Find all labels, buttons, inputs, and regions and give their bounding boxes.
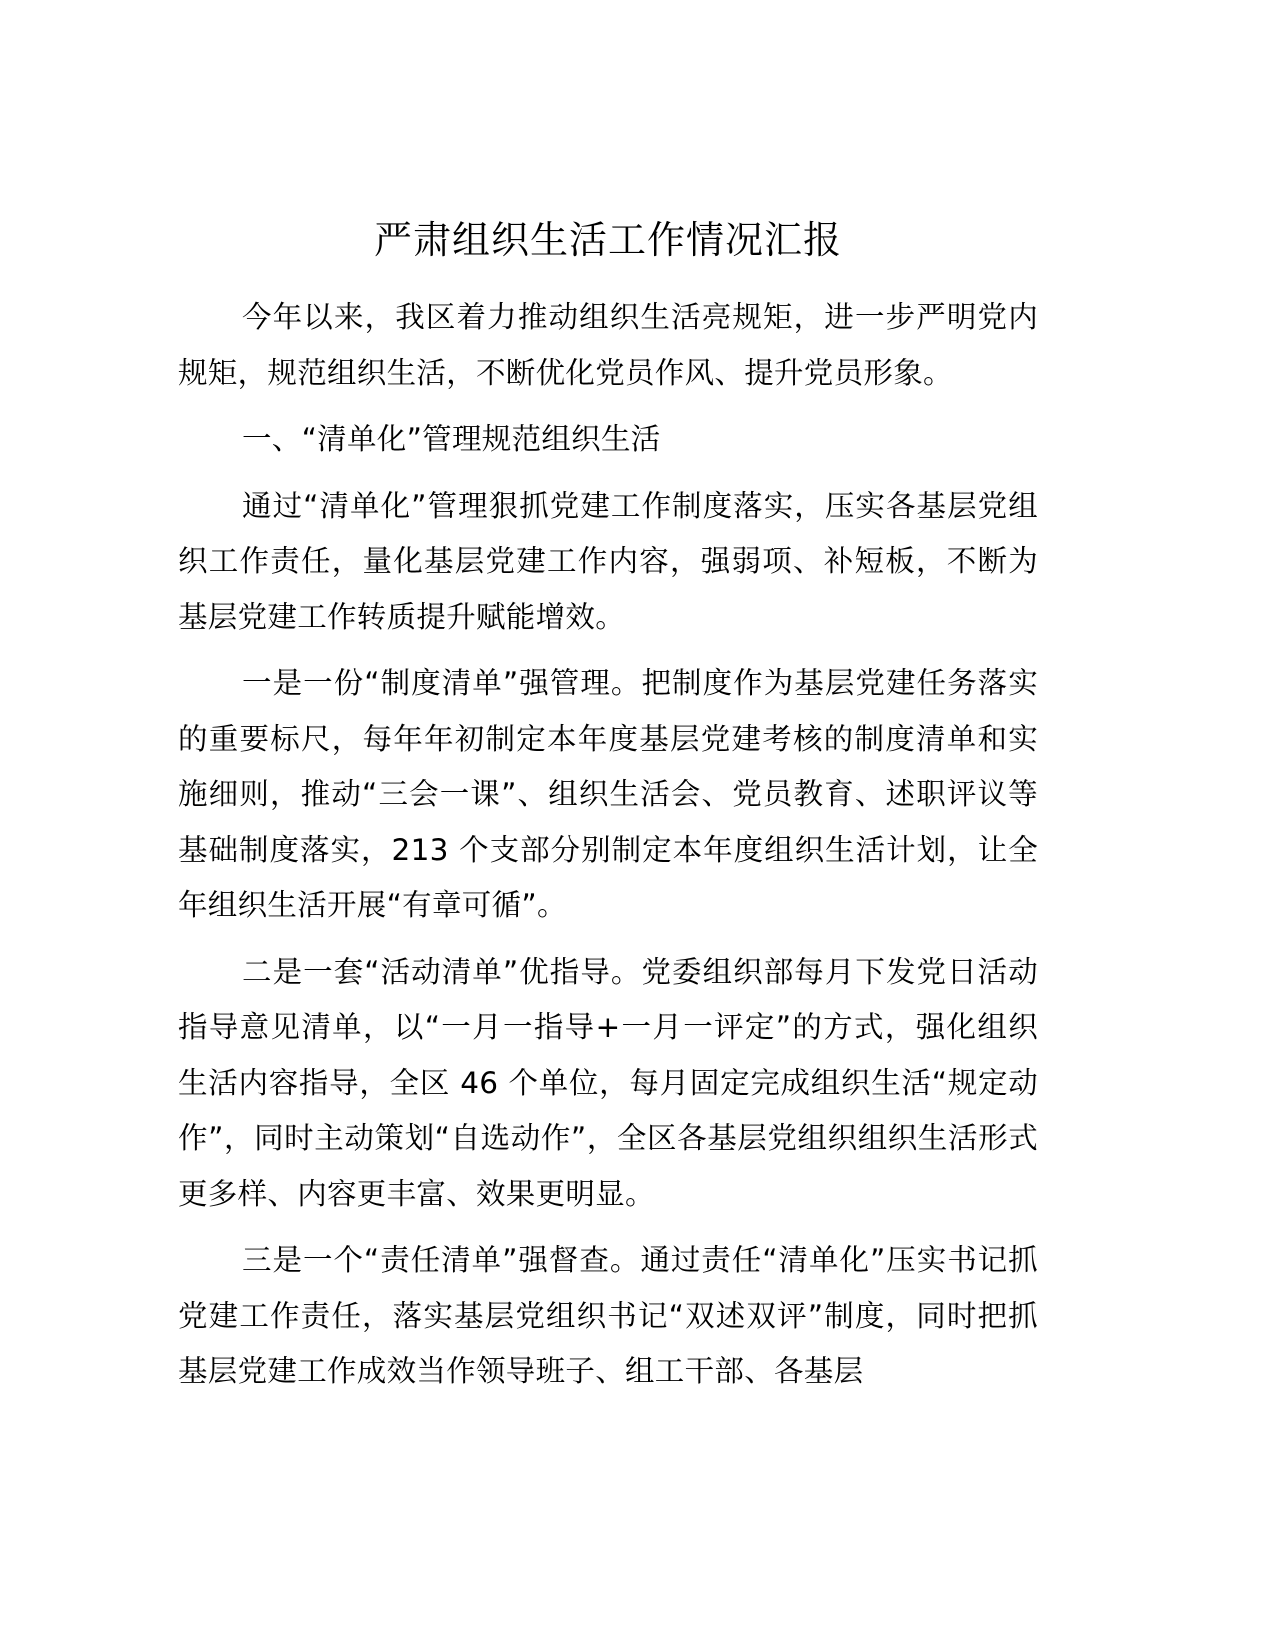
intro-paragraph: 今年以来，我区着力推动组织生活亮规矩，进一步严明党内规矩，规范组织生活，不断优化党员作风、提升党员形象。 [178, 300, 1038, 390]
document-page [178, 212, 1038, 1411]
activity-list-paragraph: 二是一套“活动清单”优指导。党委组织部每月下发党日活动指导意见清单，以“一月一指导+一月一评定”的方式，强化组织生活内容指导，全区 46 个单位，每月固定完成组织生活“规定动作”，同时主动策划“自选动作”，全区各基层党组织组织生活形式更多样、内容更丰富、效果更明显。 [178, 954, 1038, 1211]
section-heading-1: 一、“清单化”管理规范组织生活 [242, 422, 661, 456]
section-1-overview-paragraph: 通过“清单化”管理狠抓党建工作制度落实，压实各基层党组织工作责任，量化基层党建工作内容，强弱项、补短板，不断为基层党建工作转质提升赋能增效。 [178, 488, 1038, 634]
document-title: 严肃组织生活工作情况汇报 [373, 218, 842, 262]
system-list-paragraph: 一是一份“制度清单”强管理。把制度作为基层党建任务落实的重要标尺，每年年初制定本年度基层党建考核的制度清单和实施细则，推动“三会一课”、组织生活会、党员教育、述职评议等基础制度落实，213 个支部分别制定本年度组织生活计划，让全年组织生活开展“有章可循”。 [178, 666, 1038, 922]
responsibility-list-paragraph: 三是一个“责任清单”强督查。通过责任“清单化”压实书记抓党建工作责任，落实基层党组织书记“双述双评”制度，同时把抓基层党建工作成效当作领导班子、组工干部、各基层 [178, 1243, 1038, 1388]
